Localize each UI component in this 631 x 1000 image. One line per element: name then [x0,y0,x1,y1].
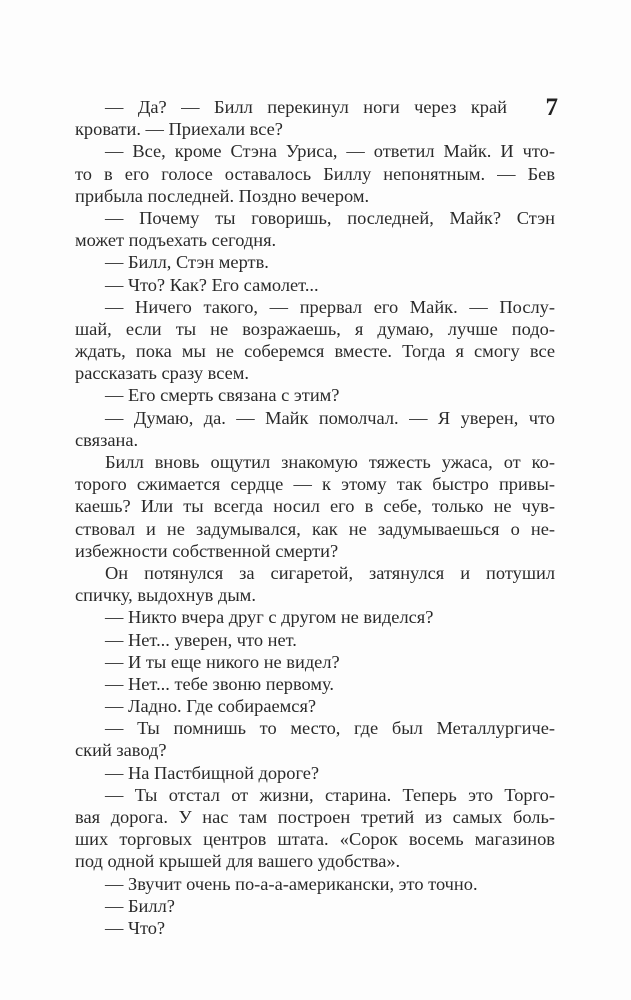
text-line: Билл вновь ощутил знакомую тяжесть ужаса, от ко- [105,452,555,472]
text-line: спичку, выдохнув дым. [75,585,256,606]
text-line: — Никто вчера друг с другом не виделся? [105,607,434,628]
text-line: вая дорога. У нас там построен третий из самых боль- [75,807,555,827]
text-line: кровати. — Приехали все? [75,119,283,140]
text-line: то в его голосе оставалось Биллу непонятным. — Бев [75,163,555,184]
text-line: ствовал и не задумывался, как не задумываешься о не- [75,518,555,539]
text-line: ших торговых центров штата. «Сорок восемь магазинов [75,829,555,850]
text-line: избежности собственной смерти? [75,540,339,561]
text-line: прибыла последней. Поздно вечером. [75,185,370,206]
text-line: — Ты отстал от жизни, старина. Теперь это Торго- [105,784,555,805]
text-line: — Нет... тебе звоню первому. [105,673,334,694]
text-line: — Ладно. Где собираемся? [105,696,317,717]
text-line: Он потянулся за сигаретой, затянулся и потушил [105,562,555,583]
text-line: — Что? Как? Его самолет... [105,274,319,295]
text-line: — Думаю, да. — Майк помолчал. — Я уверен, что [105,407,555,428]
text-line: ский завод? [75,740,167,761]
text-line: — И ты еще никого не видел? [105,651,340,672]
text-line: торого сжимается сердце — к этому так быстро привы- [75,474,555,495]
text-line: — Билл? [105,895,175,916]
text-line: — Что? [105,917,166,938]
text-line: ждать, пока мы не соберемся вместе. Тогда я смогу все [75,341,555,362]
text-line: каешь? Или ты всегда носил его в себе, только не чув- [75,496,555,517]
text-line: — Билл, Стэн мертв. [105,252,269,273]
text-line: под одной крышей для вашего удобства». [75,851,401,872]
text-line: — Звучит очень по-а-а-американски, это точно. [105,873,478,894]
text-line: — Нет... уверен, что нет. [105,629,297,650]
text-line: — Ты помнишь то место, где был Металлургиче- [105,718,555,739]
text-line: рассказать сразу всем. [75,363,250,384]
text-line: — Почему ты говоришь, последней, Майк? Стэн [105,207,555,228]
text-line: связана. [75,429,139,450]
text-line: — Его смерть связана с этим? [105,385,340,406]
page-number: 7 [545,94,558,121]
text-line: может подъехать сегодня. [75,230,277,251]
text-line: — На Пастбищной дороге? [105,762,320,783]
body-text [75,96,555,939]
text-line: — Ничего такого, — прервал его Майк. — Послу- [105,296,555,317]
text-line: — Да? — Билл перекинул ноги через край [105,97,507,117]
text-line: — Все, кроме Стэна Уриса, — ответил Майк. И что- [105,141,555,162]
text-line: шай, если ты не возражаешь, я думаю, лучше подо- [75,318,555,339]
